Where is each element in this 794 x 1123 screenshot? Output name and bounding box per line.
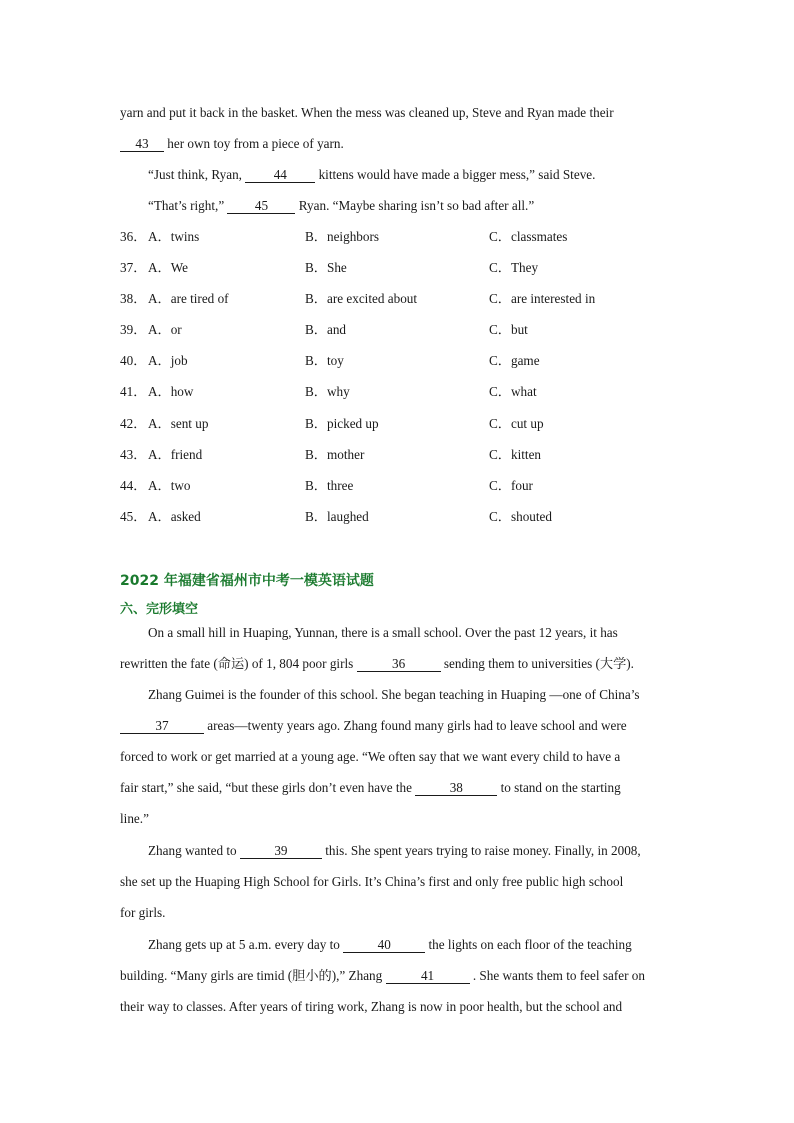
passage-line: yarn and put it back in the basket. When the mess was cleaned up, Steve and Ryan made their bbox=[120, 105, 614, 120]
passage-line: fair start,” she said, “but these girls don’t even have the 38 to stand on the starting bbox=[120, 780, 621, 795]
option-row bbox=[120, 353, 680, 369]
option-b: B．neighbors bbox=[305, 229, 379, 244]
option-a: A．or bbox=[148, 322, 182, 337]
passage-line: she set up the Huaping High School for Girls. It’s China’s first and only free public high school bbox=[120, 874, 624, 889]
option-c: C．cut up bbox=[489, 416, 544, 431]
option-c: C．four bbox=[489, 478, 533, 493]
answer-blank: 37 bbox=[120, 719, 204, 734]
passage-line: forced to work or get married at a young age. “We often say that we want every child to have a bbox=[120, 749, 621, 764]
option-c: C．but bbox=[489, 322, 528, 337]
option-c: C．are interested in bbox=[489, 291, 596, 306]
option-c: C．shouted bbox=[489, 509, 553, 524]
answer-blank: 41 bbox=[386, 969, 470, 984]
passage-line: 43 her own toy from a piece of yarn. bbox=[120, 136, 344, 152]
question-number: 43． bbox=[120, 447, 147, 462]
option-b: B．laughed bbox=[305, 509, 369, 524]
question-number: 44． bbox=[120, 478, 147, 493]
option-a: A．job bbox=[148, 353, 188, 368]
option-c: C．game bbox=[489, 353, 540, 368]
option-a: A．are tired of bbox=[148, 291, 229, 306]
option-row bbox=[120, 229, 680, 245]
passage-line: “Just think, Ryan, 44 kittens would have made a bigger mess,” said Steve. bbox=[148, 167, 596, 182]
option-row bbox=[120, 384, 680, 400]
option-row bbox=[120, 509, 680, 525]
answer-blank: 38 bbox=[415, 781, 497, 796]
passage-line: Zhang wanted to 39 this. She spent years trying to raise money. Finally, in 2008, bbox=[148, 843, 641, 858]
section-heading: 2022 年福建省福州市中考一模英语试题 bbox=[120, 573, 374, 589]
option-c: C．what bbox=[489, 384, 537, 399]
option-a: A．We bbox=[148, 260, 188, 275]
question-number: 45． bbox=[120, 509, 147, 524]
question-number: 39． bbox=[120, 322, 147, 337]
option-c: C．kitten bbox=[489, 447, 542, 462]
answer-blank: 43 bbox=[120, 137, 164, 152]
option-b: B．three bbox=[305, 478, 354, 493]
option-a: A．two bbox=[148, 478, 191, 493]
passage-line: Zhang Guimei is the founder of this school. She began teaching in Huaping —one of China’s bbox=[148, 687, 640, 702]
option-a: A．how bbox=[148, 384, 194, 399]
option-a: A．sent up bbox=[148, 416, 209, 431]
option-row bbox=[120, 322, 680, 338]
question-number: 37． bbox=[120, 260, 147, 275]
option-b: B．are excited about bbox=[305, 291, 418, 306]
passage-line: On a small hill in Huaping, Yunnan, there is a small school. Over the past 12 years, it has bbox=[148, 625, 618, 640]
option-b: B．mother bbox=[305, 447, 365, 462]
question-number: 42． bbox=[120, 416, 147, 431]
question-number: 38． bbox=[120, 291, 147, 306]
answer-blank: 44 bbox=[245, 168, 315, 183]
option-row bbox=[120, 478, 680, 494]
option-b: B．picked up bbox=[305, 416, 379, 431]
passage-line: line.” bbox=[120, 811, 149, 826]
answer-blank: 39 bbox=[240, 844, 322, 859]
answer-blank: 45 bbox=[227, 199, 295, 214]
option-b: B．and bbox=[305, 322, 347, 337]
question-number: 36． bbox=[120, 229, 147, 244]
option-c: C．They bbox=[489, 260, 539, 275]
passage-line: building. “Many girls are timid (胆小的),” Zhang 41 . She wants them to feel safer on bbox=[120, 968, 645, 983]
passage-line: “That’s right,” 45 Ryan. “Maybe sharing isn’t so bad after all.” bbox=[148, 198, 535, 213]
section-subheading: 六、完形填空 bbox=[120, 602, 199, 617]
passage-line: rewritten the fate (命运) of 1, 804 poor girls 36 sending them to universities (大学). bbox=[120, 656, 634, 671]
passage-line: for girls. bbox=[120, 905, 166, 920]
option-row bbox=[120, 260, 680, 276]
passage-line: Zhang gets up at 5 a.m. every day to 40 the lights on each floor of the teaching bbox=[148, 937, 632, 952]
passage-line: 37 areas—twenty years ago. Zhang found many girls had to leave school and were bbox=[120, 718, 627, 734]
question-number: 40． bbox=[120, 353, 147, 368]
option-a: A．twins bbox=[148, 229, 200, 244]
option-a: A．asked bbox=[148, 509, 201, 524]
option-b: B．why bbox=[305, 384, 350, 399]
option-c: C．classmates bbox=[489, 229, 568, 244]
option-b: B．She bbox=[305, 260, 347, 275]
option-row bbox=[120, 291, 680, 307]
question-number: 41． bbox=[120, 384, 147, 399]
passage-line: their way to classes. After years of tiring work, Zhang is now in poor health, but the school and bbox=[120, 999, 623, 1014]
answer-blank: 40 bbox=[343, 938, 425, 953]
option-a: A．friend bbox=[148, 447, 203, 462]
option-row bbox=[120, 416, 680, 432]
option-b: B．toy bbox=[305, 353, 344, 368]
option-row bbox=[120, 447, 680, 463]
answer-blank: 36 bbox=[357, 657, 441, 672]
